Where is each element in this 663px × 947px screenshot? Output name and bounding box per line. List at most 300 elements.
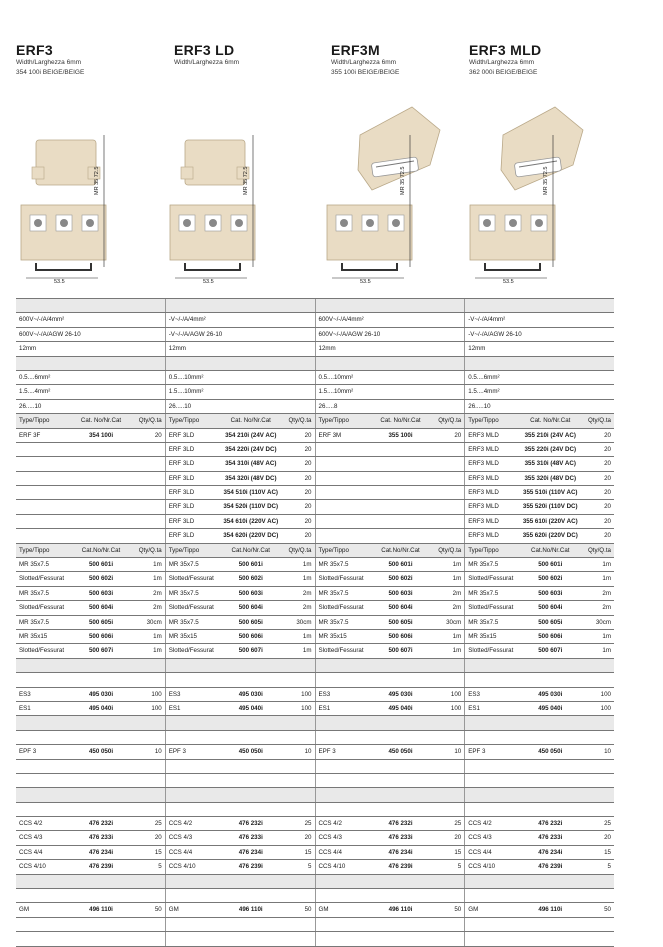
- cell-catalog-number: 355 210i (24V AC): [524, 431, 576, 439]
- cell-text: 0.5....6mm²: [468, 373, 500, 381]
- cell-quantity: 100: [450, 704, 462, 712]
- product-code: 354 100i BEIGE/BEIGE: [16, 69, 85, 76]
- cell-catalog-number: 500 601i: [538, 561, 563, 569]
- table-cell: [166, 414, 316, 427]
- cell-quantity: 5: [607, 863, 611, 871]
- cell-quantity: 2m: [452, 589, 462, 597]
- cell-quantity: 20: [604, 489, 611, 497]
- table-cell: [316, 860, 466, 873]
- table-cell: [16, 932, 166, 945]
- cell-catalog-number: 500 603i: [388, 589, 413, 597]
- table-cell: [166, 803, 316, 816]
- cell-quantity: 2m: [602, 604, 611, 612]
- table-cell: [16, 846, 166, 859]
- table-cell: [16, 630, 166, 643]
- blank-row: [16, 889, 614, 903]
- table-row: [16, 846, 614, 860]
- table-cell: [16, 673, 166, 686]
- table-cell: [465, 889, 614, 902]
- cell-type: ES1: [168, 704, 181, 712]
- table-row: [16, 587, 614, 601]
- table-cell: [465, 500, 614, 513]
- table-cell: [166, 587, 316, 600]
- cell-type: MR 35x7.5: [168, 561, 199, 569]
- blank-row: [16, 918, 614, 932]
- table-cell: [166, 831, 316, 844]
- table-cell: [316, 716, 466, 729]
- column-header-row: [16, 544, 614, 558]
- cell-catalog-number: 500 602i: [238, 575, 263, 583]
- table-cell: [465, 572, 614, 585]
- cell-type: ERF3 MLD: [468, 489, 499, 497]
- table-row: [16, 903, 614, 917]
- table-cell: [166, 875, 316, 888]
- cell-text: 12mm: [168, 345, 186, 353]
- table-cell: [166, 846, 316, 859]
- table-row: [16, 817, 614, 831]
- cell-text: 0.5....6mm²: [19, 373, 51, 381]
- cell-quantity: Qty/Q.ta: [438, 417, 462, 425]
- table-row: [16, 457, 614, 471]
- width-dimension-label: 53.5: [503, 279, 514, 285]
- cell-catalog-number: 450 050i: [388, 748, 413, 756]
- blank-row: [16, 298, 614, 313]
- cell-type: ERF3 MLD: [468, 503, 499, 511]
- cell-text: 1.5....10mm²: [318, 388, 354, 396]
- table-cell: [166, 860, 316, 873]
- table-cell: [16, 357, 166, 370]
- cell-quantity: 10: [304, 748, 312, 756]
- table-cell: [465, 688, 614, 701]
- table-cell: [465, 400, 614, 413]
- cell-catalog-number: 495 040i: [88, 704, 114, 712]
- cell-text: -V~/-/A/4mm²: [168, 316, 206, 324]
- cell-quantity: 20: [454, 431, 462, 439]
- table-cell: [316, 788, 466, 801]
- table-cell: [166, 702, 316, 715]
- cell-quantity: Qty/Q.ta: [438, 546, 462, 554]
- cell-catalog-number: 500 606i: [238, 632, 263, 640]
- blank-row: [16, 774, 614, 788]
- table-cell: [465, 601, 614, 614]
- cell-quantity: 1m: [452, 632, 462, 640]
- cell-catalog-number: 500 605i: [88, 618, 114, 626]
- table-cell: [465, 443, 614, 456]
- cell-type: MR 35x7.5: [318, 589, 349, 597]
- blank-row: [16, 788, 614, 802]
- table-cell: [465, 414, 614, 427]
- table-cell: [166, 817, 316, 830]
- table-cell: [166, 357, 316, 370]
- cell-text: 600V~/-/A/4mm²: [19, 316, 65, 324]
- cell-type: EPF 3: [468, 748, 486, 756]
- cell-catalog-number: 354 100i: [88, 431, 114, 439]
- cell-type: Slotted/Fessurat: [468, 604, 514, 612]
- cell-text: 1.5....4mm²: [468, 388, 500, 396]
- blank-row: [16, 731, 614, 745]
- table-cell: [16, 299, 166, 312]
- cell-quantity: 30cm: [146, 618, 162, 626]
- cell-quantity: 2m: [302, 589, 312, 597]
- cell-quantity: 100: [450, 690, 462, 698]
- table-cell: [166, 558, 316, 571]
- cell-catalog-number: 354 520i (110V DC): [223, 503, 279, 511]
- table-row: [16, 443, 614, 457]
- table-cell: [316, 616, 466, 629]
- cell-type: Slotted/Fessurat: [168, 575, 214, 583]
- cell-type: MR 35x15: [19, 632, 48, 640]
- cell-text: 26.....10: [168, 402, 192, 410]
- cell-quantity: 100: [600, 690, 611, 698]
- table-cell: [465, 486, 614, 499]
- cell-catalog-number: Cat.No/Nr.Cat: [530, 546, 570, 554]
- table-cell: [465, 342, 614, 355]
- table-cell: [166, 601, 316, 614]
- cell-quantity: 1m: [602, 561, 611, 569]
- cell-catalog-number: 500 601i: [238, 561, 263, 569]
- table-cell: [16, 472, 166, 485]
- cell-quantity: 30cm: [595, 618, 611, 626]
- terminal-block-image: [322, 95, 472, 295]
- cell-text: 600V~/-/A/AGW 26-10: [19, 330, 81, 338]
- height-dimension-label: MR 35 72.5: [400, 166, 406, 195]
- table-cell: [166, 688, 316, 701]
- cell-quantity: 20: [304, 474, 312, 482]
- table-cell: [166, 457, 316, 470]
- cell-type: ERF 3F: [19, 431, 41, 439]
- cell-catalog-number: 355 620i (220V DC): [522, 532, 578, 540]
- cell-type: MR 35x15: [168, 632, 197, 640]
- cell-catalog-number: 500 603i: [238, 589, 263, 597]
- table-cell: [16, 515, 166, 528]
- cell-type: Slotted/Fessurat: [19, 604, 65, 612]
- table-cell: [16, 544, 166, 557]
- table-cell: [166, 572, 316, 585]
- table-cell: [16, 760, 166, 773]
- table-row: [16, 313, 614, 327]
- table-cell: [166, 299, 316, 312]
- table-cell: [316, 443, 466, 456]
- cell-catalog-number: 354 220i (24V DC): [224, 445, 277, 453]
- cell-catalog-number: 500 605i: [388, 618, 413, 626]
- cell-type: MR 35x15: [318, 632, 347, 640]
- table-row: [16, 400, 614, 414]
- table-cell: [16, 903, 166, 916]
- cell-quantity: 20: [604, 474, 611, 482]
- cell-catalog-number: 500 604i: [538, 604, 563, 612]
- table-cell: [166, 659, 316, 672]
- cell-quantity: 10: [154, 748, 162, 756]
- cell-quantity: 2m: [153, 604, 162, 612]
- table-cell: [16, 443, 166, 456]
- cell-type: ERF 3LD: [168, 431, 195, 439]
- cell-catalog-number: 500 604i: [388, 604, 413, 612]
- table-cell: [465, 472, 614, 485]
- cell-type: Slotted/Fessurat: [19, 575, 65, 583]
- table-row: [16, 644, 614, 658]
- table-cell: [16, 587, 166, 600]
- table-row: [16, 572, 614, 586]
- table-cell: [316, 918, 466, 931]
- cell-type: Type/Tippo: [468, 546, 499, 554]
- table-cell: [316, 587, 466, 600]
- table-cell: [316, 299, 466, 312]
- table-cell: [316, 457, 466, 470]
- cell-type: ERF 3LD: [168, 460, 195, 468]
- cell-type: Slotted/Fessurat: [318, 647, 364, 655]
- table-cell: [316, 932, 466, 945]
- table-cell: [16, 644, 166, 657]
- table-row: [16, 630, 614, 644]
- cell-quantity: 20: [604, 517, 611, 525]
- table-cell: [465, 644, 614, 657]
- width-dimension-label: 53.5: [54, 279, 65, 285]
- cell-quantity: Qty/Q.ta: [587, 546, 611, 554]
- table-cell: [166, 630, 316, 643]
- table-cell: [166, 529, 316, 542]
- table-cell: [166, 932, 316, 945]
- table-row: [16, 831, 614, 845]
- cell-catalog-number: Cat. No/Nr.Cat: [380, 417, 421, 425]
- cell-quantity: 2m: [302, 604, 312, 612]
- table-cell: [316, 601, 466, 614]
- cell-quantity: 2m: [452, 604, 462, 612]
- table-cell: [166, 889, 316, 902]
- cell-catalog-number: 355 220i (24V DC): [524, 445, 577, 453]
- cell-quantity: 1m: [302, 632, 312, 640]
- table-row: [16, 429, 614, 443]
- cell-catalog-number: Cat. No/Nr.Cat: [80, 417, 122, 425]
- table-cell: [465, 630, 614, 643]
- table-row: [16, 702, 614, 716]
- table-cell: [16, 918, 166, 931]
- table-cell: [166, 313, 316, 326]
- cell-catalog-number: 354 320i (48V DC): [224, 474, 277, 482]
- cell-catalog-number: 500 607i: [238, 647, 263, 655]
- cell-catalog-number: 476 232i: [238, 820, 263, 828]
- cell-quantity: 1m: [153, 632, 162, 640]
- table-cell: [465, 313, 614, 326]
- cell-type: ES1: [468, 704, 480, 712]
- cell-text: -V~/-/A/AGW 26-10: [468, 330, 522, 338]
- cell-catalog-number: 496 110i: [538, 906, 563, 914]
- table-cell: [465, 716, 614, 729]
- cell-quantity: 100: [151, 704, 162, 712]
- width-dimension-label: 53.5: [203, 279, 214, 285]
- cell-catalog-number: Cat.No/Nr.Cat: [381, 546, 420, 554]
- table-cell: [16, 414, 166, 427]
- table-cell: [316, 731, 466, 744]
- cell-quantity: 20: [454, 834, 462, 842]
- table-cell: [465, 515, 614, 528]
- cell-quantity: 2m: [602, 589, 611, 597]
- cell-quantity: 1m: [602, 647, 611, 655]
- blank-row: [16, 659, 614, 673]
- cell-type: MR 35x7.5: [468, 561, 499, 569]
- cell-type: GM: [168, 906, 179, 914]
- table-cell: [166, 903, 316, 916]
- cell-type: ES3: [468, 690, 480, 698]
- terminal-block-image: [465, 95, 615, 295]
- table-cell: [16, 659, 166, 672]
- cell-quantity: 25: [604, 820, 611, 828]
- cell-catalog-number: 476 234i: [388, 848, 413, 856]
- table-cell: [316, 371, 466, 384]
- cell-text: -V~/-/A/4mm²: [468, 316, 506, 324]
- table-cell: [16, 385, 166, 398]
- cell-quantity: 25: [454, 820, 462, 828]
- cell-type: Type/Tippo: [468, 417, 499, 425]
- cell-catalog-number: 450 050i: [538, 748, 563, 756]
- cell-type: CCS 4/3: [168, 834, 193, 842]
- cell-quantity: 30cm: [446, 618, 462, 626]
- table-cell: [16, 716, 166, 729]
- cell-catalog-number: 500 604i: [238, 604, 263, 612]
- cell-catalog-number: 476 233i: [238, 834, 263, 842]
- cell-type: ERF3 MLD: [468, 445, 499, 453]
- cell-type: MR 35x7.5: [468, 589, 499, 597]
- cell-catalog-number: 476 233i: [538, 834, 563, 842]
- cell-quantity: 100: [600, 704, 611, 712]
- table-cell: [465, 846, 614, 859]
- table-row: [16, 385, 614, 399]
- table-cell: [166, 486, 316, 499]
- table-cell: [465, 918, 614, 931]
- cell-text: 26.....10: [19, 402, 42, 410]
- cell-catalog-number: 500 605i: [238, 618, 263, 626]
- table-cell: [316, 889, 466, 902]
- table-cell: [465, 587, 614, 600]
- cell-type: GM: [318, 906, 329, 914]
- cell-quantity: Qty/Q.ta: [138, 417, 162, 425]
- table-row: [16, 745, 614, 759]
- cell-text: 0.5....10mm²: [318, 373, 354, 381]
- table-row: [16, 601, 614, 615]
- terminal-block-image: [16, 95, 166, 295]
- cell-catalog-number: 355 320i (48V DC): [524, 474, 577, 482]
- column-header-row: [16, 414, 614, 428]
- cell-quantity: 50: [604, 906, 611, 914]
- cell-type: ERF3 MLD: [468, 474, 499, 482]
- cell-catalog-number: 476 239i: [88, 863, 114, 871]
- cell-type: MR 35x7.5: [19, 618, 49, 626]
- cell-type: MR 35x7.5: [168, 618, 199, 626]
- cell-text: 26.....10: [468, 402, 491, 410]
- cell-quantity: 5: [308, 863, 312, 871]
- table-cell: [16, 788, 166, 801]
- cell-catalog-number: 355 100i: [388, 431, 413, 439]
- table-cell: [166, 774, 316, 787]
- cell-catalog-number: 495 030i: [388, 690, 413, 698]
- height-dimension-label: MR 35 72.5: [94, 166, 100, 195]
- cell-quantity: 20: [304, 503, 312, 511]
- cell-type: CCS 4/4: [19, 848, 43, 856]
- cell-type: GM: [19, 906, 29, 914]
- table-cell: [16, 889, 166, 902]
- cell-type: ERF3 MLD: [468, 431, 499, 439]
- product-heading: [469, 42, 619, 78]
- cell-type: MR 35x7.5: [318, 618, 349, 626]
- table-cell: [16, 601, 166, 614]
- table-row: [16, 860, 614, 874]
- height-dimension-label: MR 35 72.5: [543, 166, 549, 195]
- cell-quantity: Qty/Q.ta: [138, 546, 162, 554]
- table-row: [16, 529, 614, 543]
- cell-catalog-number: 476 234i: [88, 848, 114, 856]
- table-cell: [465, 831, 614, 844]
- table-cell: [16, 457, 166, 470]
- cell-type: CCS 4/2: [19, 820, 43, 828]
- cell-catalog-number: 500 606i: [88, 632, 114, 640]
- cell-type: ES3: [19, 690, 31, 698]
- cell-catalog-number: 496 110i: [238, 906, 263, 914]
- cell-type: Slotted/Fessurat: [168, 647, 214, 655]
- cell-catalog-number: 476 234i: [538, 848, 563, 856]
- cell-type: ERF3 MLD: [468, 517, 499, 525]
- cell-quantity: 100: [301, 690, 312, 698]
- table-cell: [166, 544, 316, 557]
- table-cell: [465, 903, 614, 916]
- table-cell: [316, 745, 466, 758]
- table-cell: [465, 558, 614, 571]
- table-cell: [316, 644, 466, 657]
- blank-row: [16, 760, 614, 774]
- cell-type: ES3: [318, 690, 331, 698]
- table-cell: [465, 745, 614, 758]
- table-cell: [316, 903, 466, 916]
- table-cell: [465, 760, 614, 773]
- cell-quantity: 2m: [153, 589, 162, 597]
- cell-catalog-number: 500 601i: [88, 561, 114, 569]
- cell-quantity: 20: [604, 503, 611, 511]
- cell-text: 12mm: [468, 345, 486, 353]
- table-cell: [166, 328, 316, 341]
- cell-catalog-number: 500 603i: [538, 589, 563, 597]
- table-cell: [316, 328, 466, 341]
- blank-row: [16, 673, 614, 687]
- cell-text: 0.5....10mm²: [168, 373, 204, 381]
- cell-quantity: 1m: [302, 647, 312, 655]
- cell-catalog-number: 354 610i (220V AC): [223, 517, 279, 525]
- table-cell: [465, 328, 614, 341]
- table-cell: [465, 544, 614, 557]
- table-cell: [166, 716, 316, 729]
- table-cell: [166, 500, 316, 513]
- cell-catalog-number: 476 232i: [88, 820, 114, 828]
- table-cell: [16, 817, 166, 830]
- cell-catalog-number: 495 040i: [388, 704, 413, 712]
- cell-catalog-number: 496 110i: [89, 906, 113, 914]
- table-cell: [166, 472, 316, 485]
- table-cell: [316, 486, 466, 499]
- cell-catalog-number: 500 606i: [388, 632, 413, 640]
- table-row: [16, 328, 614, 342]
- cell-quantity: 1m: [153, 561, 162, 569]
- table-cell: [16, 831, 166, 844]
- table-cell: [465, 702, 614, 715]
- table-cell: [316, 385, 466, 398]
- table-cell: [316, 313, 466, 326]
- cell-type: CCS 4/10: [19, 863, 46, 871]
- cell-type: ES3: [168, 690, 181, 698]
- cell-quantity: 1m: [452, 575, 462, 583]
- cell-quantity: 30cm: [296, 618, 312, 626]
- cell-type: Type/Tippo: [19, 546, 50, 554]
- table-cell: [465, 299, 614, 312]
- table-row: [16, 616, 614, 630]
- table-row: [16, 500, 614, 514]
- cell-quantity: 20: [304, 834, 312, 842]
